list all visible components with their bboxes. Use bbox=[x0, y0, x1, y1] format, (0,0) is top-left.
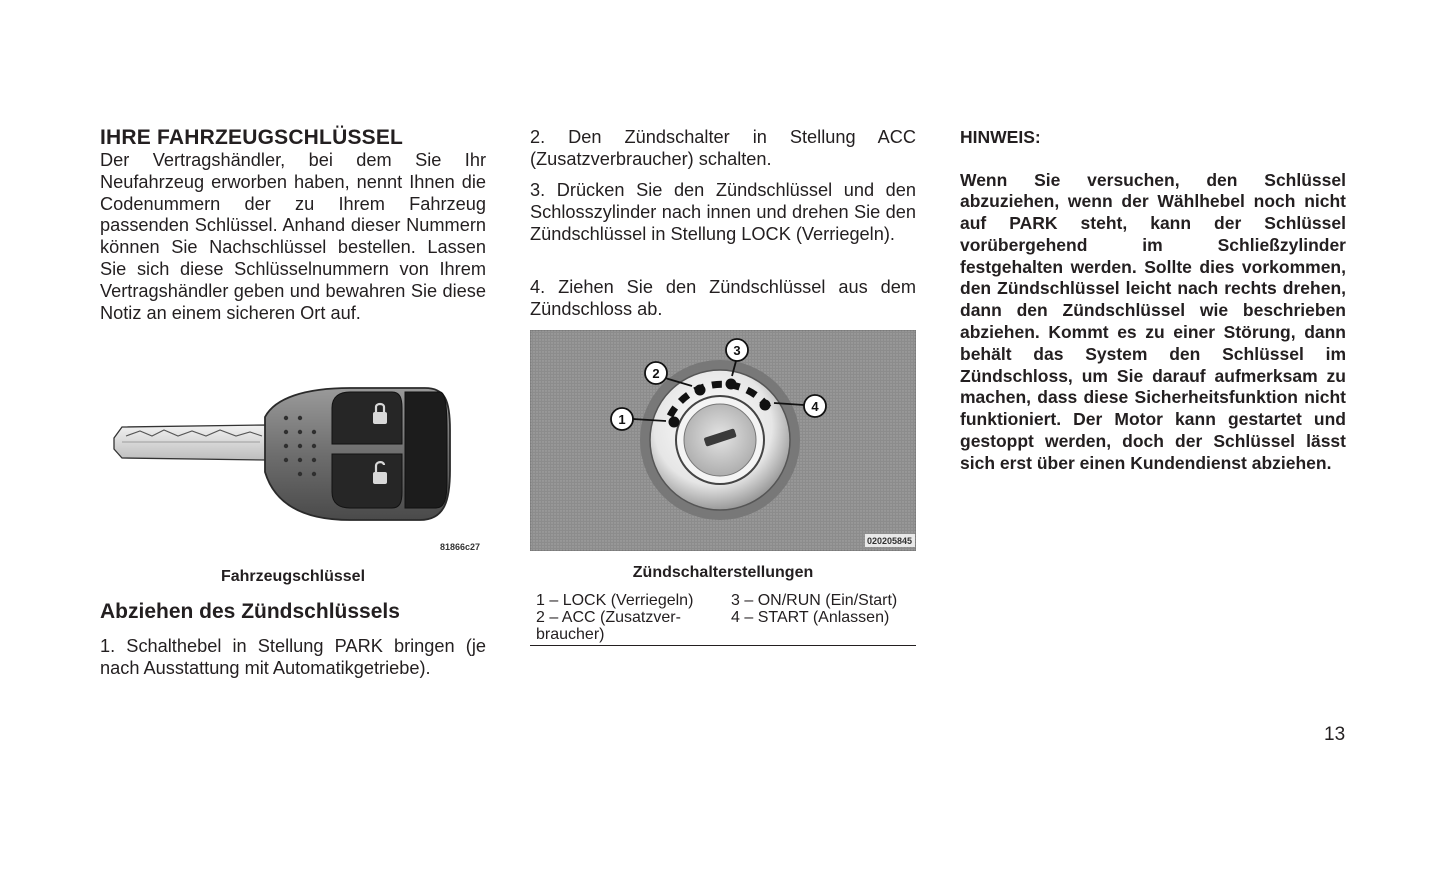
key-caption: Fahrzeugschlüssel bbox=[220, 568, 366, 585]
ignition-figure-code: 020205845 bbox=[867, 536, 913, 546]
key-figure-code: 81866c27 bbox=[440, 542, 481, 552]
legend-item-start: 4 – START (Anlassen) bbox=[731, 609, 890, 626]
ignition-caption: Zündschalterstellungen bbox=[632, 564, 814, 581]
callout-1: 1 bbox=[618, 412, 626, 427]
page-number: 13 bbox=[1324, 724, 1346, 745]
section-heading: IHRE FAHRZEUGSCHLÜSSEL bbox=[100, 126, 404, 149]
ignition-switch-image bbox=[530, 330, 916, 551]
step-4: 4. Ziehen Sie den Zündschlüssel aus dem Zündschloss ab. bbox=[530, 277, 916, 319]
callout-2: 2 bbox=[652, 366, 660, 381]
note-text: Wenn Sie versuchen, den Schlüssel abzuziehen, wenn der Wählhebel noch nicht auf PARK steht, kann der Schlüssel vorübergehend im Schließzylinder festgehalten werden. Sollte dies vorkommen, den Zündschlüssel leicht nach rechts drehen, dann den Zündschlüssel wie beschrieben abziehen. Kommt es zu einer Störung, dann behält das System den Schlüssel im Zündschloss, um Sie darauf aufmerksam zu machen, dass diese Sicherheitsfunktion nicht funktioniert. Der Motor kann gestartet und gestoppt werden, doch der Schlüssel lässt sich erst über einen Kundendienst abziehen. bbox=[960, 169, 1346, 473]
callout-4: 4 bbox=[811, 399, 819, 414]
step-1: 1. Schalthebel in Stellung PARK bringen (je nach Ausstattung mit Automatikgetriebe). bbox=[100, 636, 486, 678]
ignition-illustration bbox=[530, 330, 916, 551]
step-2: 2. Den Zündschalter in Stellung ACC (Zusatzverbraucher) schalten. bbox=[530, 127, 916, 169]
note-title: HINWEIS: bbox=[960, 127, 1041, 147]
legend-item-on-run: 3 – ON/RUN (Ein/Start) bbox=[731, 592, 898, 609]
subheading: Abziehen des Zündschlüssels bbox=[100, 600, 400, 623]
positions-legend bbox=[530, 592, 916, 646]
intro-paragraph: Der Vertragshändler, bei dem Sie Ihr Neufahrzeug erworben haben, nennt Ihnen die Codenummern der zu Ihrem Fahrzeug passenden Schlüssel. Anhand dieser Nummern können Sie Nachschlüssel bestellen. Lassen Sie sich diese Schlüsselnummern von Ihrem Vertragshändler geben und bewahren Sie diese Notiz an einem sicheren Ort auf. bbox=[100, 150, 486, 323]
callout-3: 3 bbox=[733, 343, 741, 358]
step-3: 3. Drücken Sie den Zündschlüssel und den Schlosszylinder nach innen und drehen Sie den Zündschlüssel in Stellung LOCK (Verriegeln). bbox=[530, 180, 916, 244]
legend-item-lock: 1 – LOCK (Verriegeln) bbox=[536, 592, 694, 609]
car-key-image bbox=[100, 370, 486, 558]
key-illustration bbox=[100, 370, 486, 558]
legend-item-acc: 2 – ACC (Zusatzver- braucher) bbox=[536, 609, 681, 643]
